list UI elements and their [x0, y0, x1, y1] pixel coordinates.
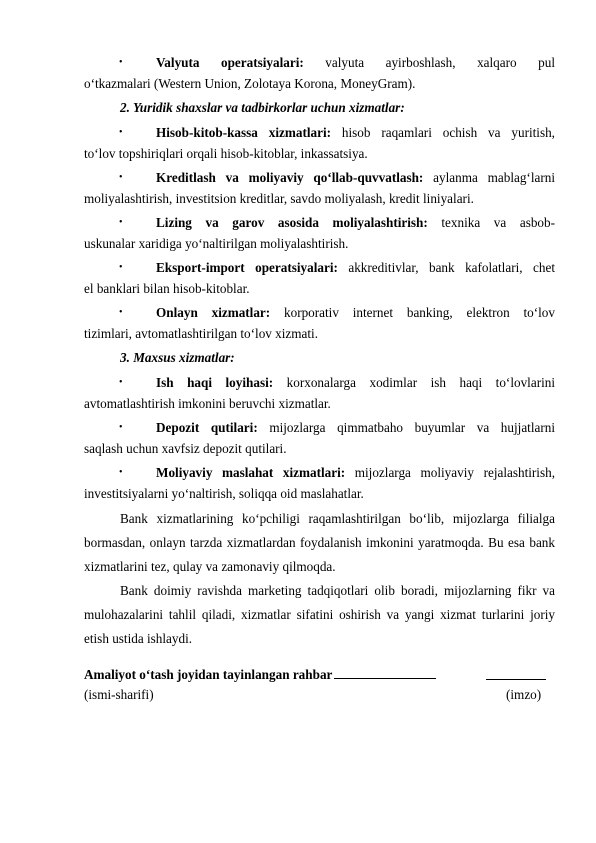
section-heading-legal: 2. Yuridik shaxslar va tadbirkorlar uchun xizmatlar: — [120, 100, 405, 115]
section-heading-special: 3. Maxsus xizmatlar: — [120, 350, 235, 365]
item-title: Valyuta operatsiyalari: — [156, 55, 304, 70]
list-item — [84, 372, 555, 393]
item-text: akkreditivlar, bank kafolatlari, chet — [337, 260, 555, 275]
item-title: Hisob-kitob-kassa xizmatlari: — [156, 125, 331, 140]
bullet-icon: • — [119, 467, 123, 478]
item-text: mijozlarga moliyaviy rejalashtirish, — [345, 465, 555, 480]
list-item — [84, 167, 555, 188]
item-title: Depozit qutilari: — [156, 420, 258, 435]
name-caption: (ismi-sharifi) — [84, 687, 154, 702]
paragraph: Bank xizmatlarining ko‘pchiligi raqamlashtirilgan bo‘lib, mijozlarga filialga bormasdan, onlayn tarzda xizmatlardan foydalanish imkonini yaratmoqda. Bu esa bank xizmatlarini tez, qulay va zamonaviy qilmoqda. — [84, 511, 555, 574]
item-text: texnika va asbob- — [427, 215, 556, 230]
item-text: korporativ internet banking, elektron to‘lov — [270, 305, 555, 320]
list-item — [84, 122, 555, 143]
list-item — [84, 257, 555, 278]
item-text: korxonalarga xodimlar ish haqi to‘lovlarini — [273, 375, 556, 390]
list-item — [84, 302, 555, 323]
item-title: Ish haqi loyihasi: — [156, 375, 274, 390]
bullet-icon: • — [119, 307, 123, 318]
item-title: Lizing va garov asosida moliyalashtirish: — [156, 215, 428, 230]
bullet-icon: • — [119, 217, 123, 228]
signature-captions — [84, 685, 555, 705]
item-continuation: o‘tkazmalari (Western Union, Zolotaya Korona, MoneyGram). — [84, 76, 416, 91]
supervisor-label: Amaliyot o‘tash joyidan tayinlangan rahbar — [84, 667, 333, 682]
item-title: Onlayn xizmatlar: — [156, 305, 271, 320]
list-item — [84, 52, 555, 73]
item-continuation: to‘lov topshiriqlari orqali hisob-kitoblar, inkassatsiya. — [84, 146, 368, 161]
item-continuation: uskunalar xaridiga yo‘naltirilgan moliyalashtirish. — [84, 236, 349, 251]
item-text: hisob raqamlari ochish va yuritish, — [331, 125, 555, 140]
item-title: Moliyaviy maslahat xizmatlari: — [156, 465, 346, 480]
name-line — [334, 665, 436, 679]
item-continuation: saqlash uchun xavfsiz depozit qutilari. — [84, 441, 287, 456]
item-continuation: investitsiyalarni yo‘naltirish, soliqqa oid maslahatlar. — [84, 486, 364, 501]
sign-caption: (imzo) — [506, 687, 542, 702]
list-item — [84, 212, 555, 233]
item-continuation: avtomatlashtirish imkonini beruvchi xizmatlar. — [84, 396, 331, 411]
paragraph: Bank doimiy ravishda marketing tadqiqotlari olib boradi, mijozlarning fikr va mulohazalarini tahlil qiladi, xizmatlar sifatini oshirish va yangi xizmat turlarini joriy etish ustida ishlaydi. — [84, 583, 555, 646]
signature-line — [486, 679, 546, 680]
item-text: mijozlarga qimmatbaho buyumlar va hujjatlarni — [257, 420, 556, 435]
item-title: Eksport-import operatsiyalari: — [156, 260, 338, 275]
item-continuation: tizimlari, avtomatlashtirilgan to‘lov xizmati. — [84, 326, 319, 341]
item-text: valyuta ayirboshlash, xalqaro pul — [303, 55, 555, 70]
document-page — [84, 52, 555, 705]
bullet-icon: • — [119, 172, 123, 183]
bullet-icon: • — [119, 127, 123, 138]
item-text: aylanma mablag‘larni — [423, 170, 555, 185]
signature-row — [84, 665, 555, 685]
item-continuation: el banklari bilan hisob-kitoblar. — [84, 281, 250, 296]
bullet-icon: • — [119, 57, 123, 68]
item-continuation: moliyalashtirish, investitsion kreditlar, savdo moliyalash, kredit liniyalari. — [84, 191, 474, 206]
bullet-icon: • — [119, 377, 123, 388]
list-item — [84, 417, 555, 438]
list-item — [84, 462, 555, 483]
bullet-icon: • — [119, 422, 123, 433]
bullet-icon: • — [119, 262, 123, 273]
item-title: Kreditlash va moliyaviy qo‘llab-quvvatlash: — [156, 170, 424, 185]
